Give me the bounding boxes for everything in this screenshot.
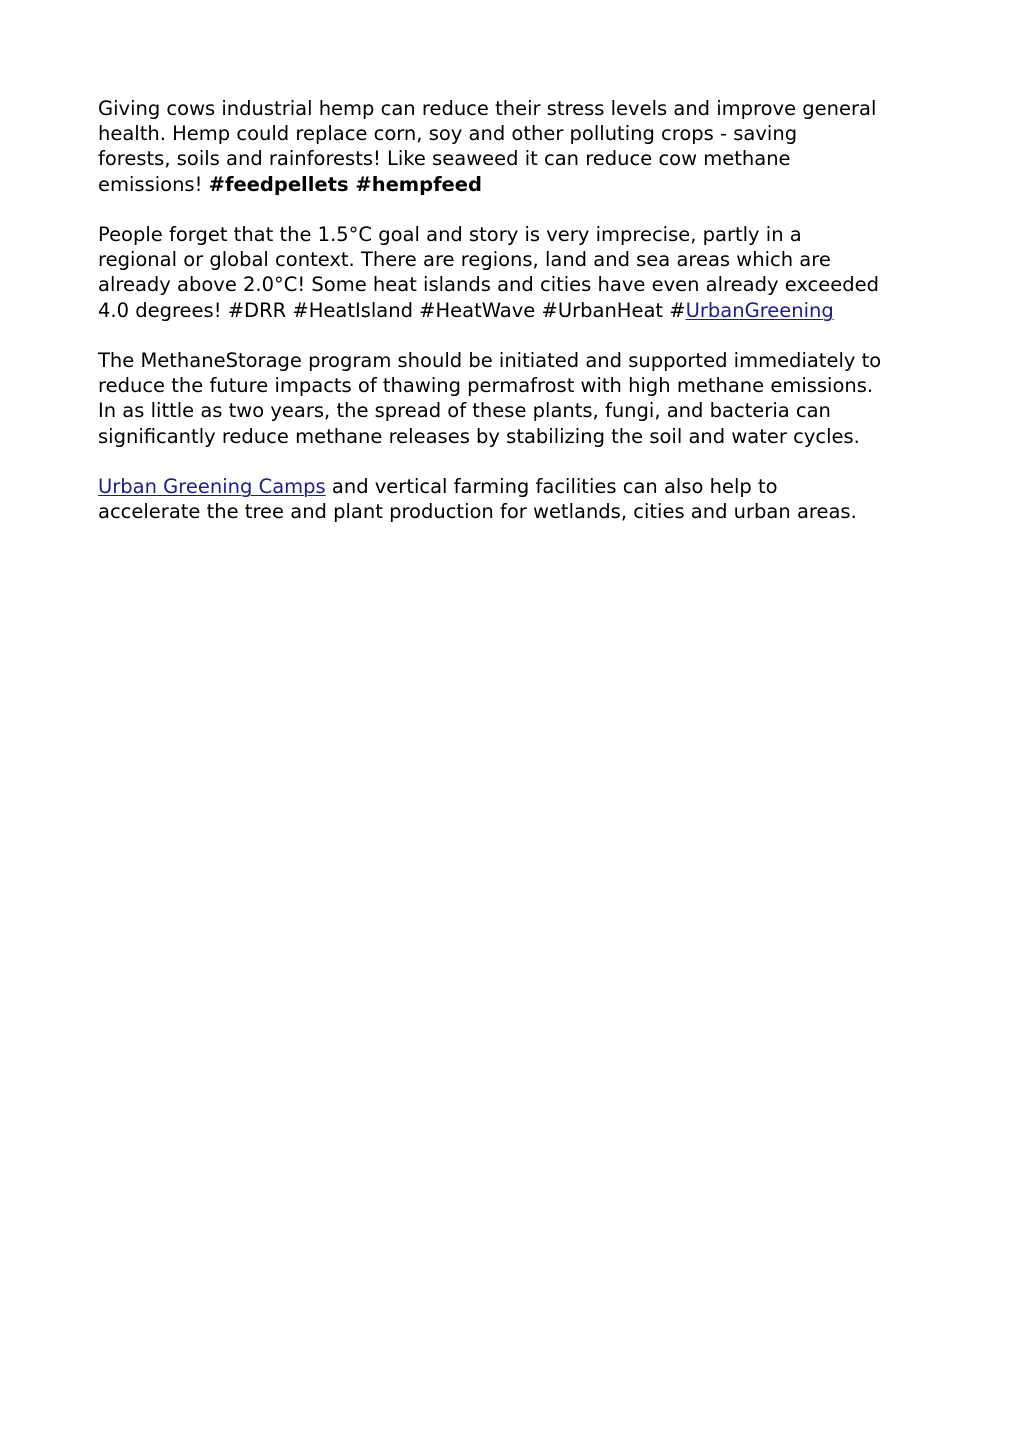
text-line: significantly reduce methane releases by stabilizing the soil and water cycles. xyxy=(98,424,860,448)
text-fragment: emissions! xyxy=(98,172,209,196)
text-line: In as little as two years, the spread of these plants, fungi, and bacteria can xyxy=(98,399,831,423)
text-line: health. Hemp could replace corn, soy and other polluting crops - saving xyxy=(98,122,798,146)
text-fragment: and vertical farming facilities can also help to xyxy=(325,475,778,498)
text-line-with-hashtags xyxy=(98,172,938,197)
text-line: reduce the future impacts of thawing permafrost with high methane emissions. xyxy=(98,374,874,398)
text-line-with-link xyxy=(98,474,938,499)
text-line: Giving cows industrial hemp can reduce their stress levels and improve general xyxy=(98,97,877,120)
text-line: forests, soils and rainforests! Like seaweed it can reduce cow methane xyxy=(98,147,791,171)
urban-greening-camps-link[interactable]: Urban Greening Camps xyxy=(98,475,326,498)
text-line: already above 2.0°C! Some heat islands and cities have even already exceeded xyxy=(98,273,880,297)
text-fragment: 4.0 degrees! #DRR #HeatIsland #HeatWave #UrbanHeat # xyxy=(98,298,686,322)
paragraph-temperature-goal xyxy=(98,222,938,323)
text-line-with-link xyxy=(98,298,938,323)
paragraph-hemp-feed xyxy=(98,96,938,197)
text-line: People forget that the 1.5°C goal and story is very imprecise, partly in a xyxy=(98,223,802,246)
document-page xyxy=(98,96,938,550)
text-line: regional or global context. There are regions, land and sea areas which are xyxy=(98,248,831,272)
paragraph-urban-greening-camps xyxy=(98,474,938,524)
bold-hashtags: #feedpellets #hempfeed xyxy=(208,172,482,196)
urban-greening-link[interactable]: UrbanGreening xyxy=(685,298,834,322)
text-line: accelerate the tree and plant production for wetlands, cities and urban areas. xyxy=(98,500,857,524)
paragraph-methane-storage xyxy=(98,348,938,449)
text-line: The MethaneStorage program should be initiated and supported immediately to xyxy=(98,349,882,372)
